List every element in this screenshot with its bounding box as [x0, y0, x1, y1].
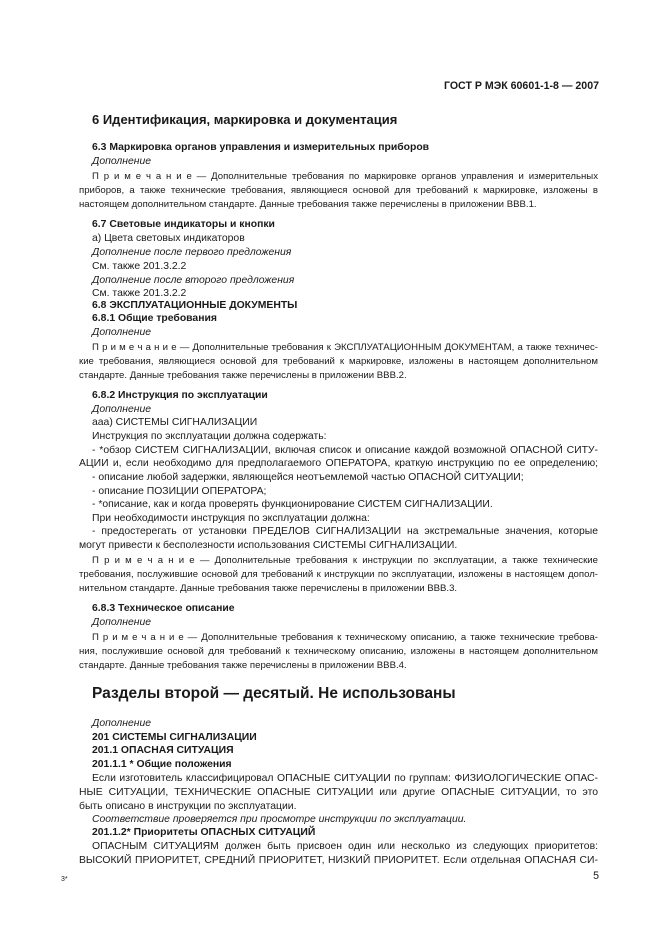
text-line: Если изготовитель классифицировал ОПАСНЫЕ СИТУАЦИИ по группам: ФИЗИОЛОГИЧЕСКИЕ ОПАС-: [92, 773, 598, 784]
text-line: 6.7 Световые индикаторы и кнопки: [92, 219, 275, 230]
text-line: стандарте. Данные требования также перечислены в приложении ВВВ.4.: [79, 660, 407, 671]
text-line: aaa) СИСТЕМЫ СИГНАЛИЗАЦИИ: [92, 417, 258, 428]
text-line: П р и м е ч а н и е — Дополнительные требования к техническому описанию, а также технические требова-: [92, 632, 598, 643]
text-line: 201.1 ОПАСНАЯ СИТУАЦИЯ: [92, 745, 234, 756]
text-line: 6.8.1 Общие требования: [92, 313, 217, 324]
text-line: 6.8 ЭКСПЛУАТАЦИОННЫЕ ДОКУМЕНТЫ: [92, 300, 298, 311]
text-line: Дополнение: [92, 156, 151, 167]
text-line: ОПАСНЫМ СИТУАЦИЯМ должен быть присвоен один или несколько из следующих приоритетов:: [92, 841, 598, 852]
text-line: 201 СИСТЕМЫ СИГНАЛИЗАЦИИ: [92, 732, 257, 743]
text-line: - описание любой задержки, являющейся неотъемлемой частью ОПАСНОЙ СИТУАЦИИ;: [92, 472, 524, 483]
text-line: 6.3 Маркировка органов управления и измерительных приборов: [92, 142, 430, 153]
text-line: - описание ПОЗИЦИИ ОПЕРАТОРА;: [92, 486, 267, 497]
text-line: 201.1.1 * Общие положения: [92, 759, 232, 770]
text-line: Дополнение: [92, 718, 151, 729]
text-line: См. также 201.3.2.2: [92, 288, 187, 299]
standard-designation: ГОСТ Р МЭК 60601-1-8 — 2007: [443, 80, 599, 92]
text-line: стандарте. Данные требования также перечислены в приложении ВВВ.2.: [79, 370, 407, 381]
text-line: - *описание, как и когда проверять функционирование СИСТЕМ СИГНАЛИЗАЦИИ.: [92, 499, 493, 510]
text-line: Дополнение: [92, 327, 151, 338]
text-line: a) Цвета световых индикаторов: [92, 233, 245, 244]
text-line: См. также 201.3.2.2: [92, 261, 187, 272]
text-line: Дополнение: [92, 617, 151, 628]
signature-mark: 3*: [61, 876, 68, 883]
text-line: 6 Идентификация, маркировка и документация: [92, 112, 398, 127]
text-line: НЫЕ СИТУАЦИИ, ТЕХНИЧЕСКИЕ ОПАСНЫЕ СИТУАЦИИ или другие ОПАСНЫЕ СИТУАЦИИ, то это: [79, 787, 598, 798]
text-line: 201.1.2* Приоритеты ОПАСНЫХ СИТУАЦИЙ: [92, 827, 316, 838]
text-line: АЦИИ и, если необходимо для предполагаемого ОПЕРАТОРА, краткую инструкцию по ее определению;: [79, 458, 598, 469]
text-line: При необходимости инструкция по эксплуатации должна:: [92, 513, 370, 524]
text-line: Инструкция по эксплуатации должна содержать:: [92, 431, 327, 442]
text-line: могут привести к бесполезности использования СИСТЕМЫ СИГНАЛИЗАЦИИ.: [79, 540, 458, 551]
text-line: приборов, а также технические требования, являющиеся основой для требований к маркировке, изложены в: [79, 185, 598, 196]
text-line: П р и м е ч а н и е — Дополнительные требования по маркировке органов управления и измерительных: [92, 171, 598, 182]
text-line: 6.8.3 Техническое описание: [92, 603, 235, 614]
text-line: 6.8.2 Инструкция по эксплуатации: [92, 390, 268, 401]
text-line: Дополнение после второго предложения: [92, 275, 295, 286]
text-line: - *обзор СИСТЕМ СИГНАЛИЗАЦИИ, включая список и описание каждой возможной ОПАСНОЙ СИТУ-: [92, 445, 598, 456]
text-line: требования, послужившие основой для требований к инструкции по эксплуатации, изложены в настоящем допол-: [79, 569, 598, 580]
text-line: - предостерегать от установки ПРЕДЕЛОВ СИГНАЛИЗАЦИИ на экстремальные значения, которые: [92, 526, 598, 537]
text-line: ВЫСОКИЙ ПРИОРИТЕТ, СРЕДНИЙ ПРИОРИТЕТ, НИЗКИЙ ПРИОРИТЕТ. Если отдельная ОПАСНАЯ СИ-: [79, 855, 598, 866]
page-number: 5: [593, 870, 599, 882]
text-line: Дополнение: [92, 404, 151, 415]
text-line: Дополнение после первого предложения: [92, 247, 292, 258]
text-line: ния, послужившие основой для требований к техническому описанию, изложены в настоящем дополнительном: [79, 646, 598, 657]
text-line: Соответствие проверяется при просмотре инструкции по эксплуатации.: [92, 814, 467, 825]
text-line: быть описано в инструкции по эксплуатации.: [79, 801, 297, 812]
text-line: нительном стандарте. Данные требования также перечислены в приложении ВВВ.3.: [79, 583, 458, 594]
text-line: П р и м е ч а н и е — Дополнительные требования к ЭКСПЛУАТАЦИОННЫМ ДОКУМЕНТАМ, а также техничес-: [92, 342, 598, 353]
text-line: П р и м е ч а н и е — Дополнительные требования к инструкции по эксплуатации, а также технические: [92, 555, 598, 566]
text-line: кие требования, являющиеся основой для требований к маркировке, изложены в настоящем дополнительном: [79, 356, 598, 367]
text-line: Разделы второй — десятый. Не использованы: [92, 685, 456, 702]
text-line: настоящем дополнительном стандарте. Данные требования также перечислены в приложении ВВВ.1.: [79, 199, 537, 210]
